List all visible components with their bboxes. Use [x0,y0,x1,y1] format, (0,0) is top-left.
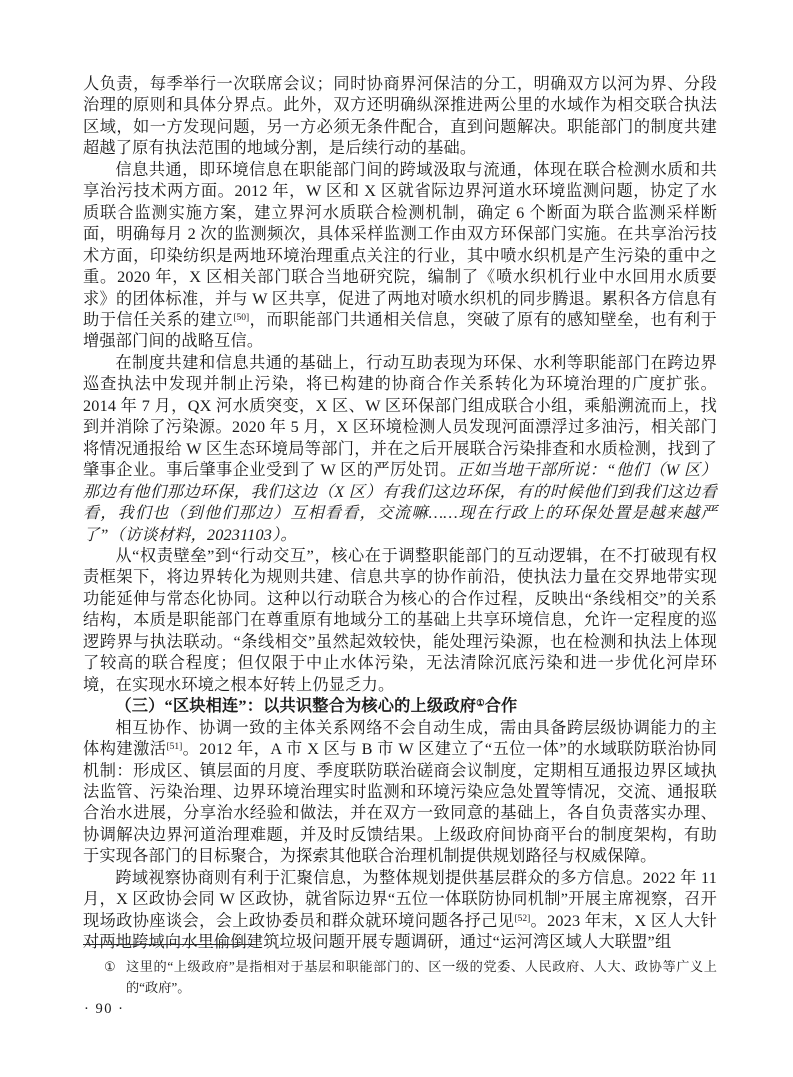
section-heading [83,696,717,717]
footnote-row [83,956,717,998]
paragraph-text: 相互协作、协调一致的主体关系网络不会自动生成，需由具备跨层级协调能力的主体构建激活 [83,718,717,759]
interview-quote: 正如当地干部所说：“他们（W 区）那边有他们那边环保，我们这边（X 区）有我们这边环保，有的时候他们到我们这边看看，我们也（到他们那边）互相看看，交流嘛……现在行政上的环保处置是越来越严了”（访谈材料，20231103）。 [83,461,717,544]
citation-ref-50: [50] [233,312,250,323]
paragraph-text: 。2012 年，A 市 X 区与 B 市 W 区建立了“五位一体”的水域联防联治协同机制：形成区、镇层面的月度、季度联防联治磋商会议制度，定期相互通报边界区域执法监管、污染治理、边界环境治理实时监测和环境污染应急处置等情况，交流、通报联合治水进展，分享治水经验和做法，并在双方一致同意的基础上，各自负责落实办理、协调解决边界河道治理难题，并及时反馈结果。上级政府间协商平台的制度架构，有助于实现各部门的目标聚合，为探索其他联合治理机制提供规划路径与权威保障。 [83,740,717,866]
citation-ref-51: [51] [166,742,183,753]
article-body [83,74,717,954]
paragraph-inspection [83,868,717,954]
paragraph-text: 在制度共建和信息共通的基础上，行动互助表现为环保、水利等职能部门在跨边界巡查执法中发现并制止污染，将已构建的协商合作关系转化为环境治理的广度扩张。2014 年 7 月，QX 河水质突变，X 区、W 区环保部门组成联合小组，乘船溯流而上，找到并消除了污染源。2020 年 5 月，X 区环境检测人员发现河面漂浮过多油污，相关部门将情况通报给 W 区生态环境局等部门，并在之后开展联合污染排查和水质检测，找到了肇事企业。事后肇事企业受到了 W 区的严厉处罚。 [83,353,717,480]
footnote-divider [83,944,255,945]
paragraph-text: ，而职能部门共通相关信息，突破了原有的感知壁垒，也有利于增强部门间的战略互信。 [83,310,717,351]
paragraph-text: 。2023 年末，X 区人大针对两地跨域向水里偷倒建筑垃圾问题开展专题调研，通过“运河湾区域人大联盟”组 [83,911,717,952]
paragraph-text: 跨域视察协商则有利于汇聚信息，为整体规划提供基层群众的多方信息。2022 年 11 月，X 区政协会同 W 区政协，就省际边界“五位一体联防协同机制”开展主席视察，召开现场政协座谈会，会上政协委员和群众就环境问题各抒己见 [83,868,717,930]
footnote [83,944,717,998]
paragraph-information-sharing [83,160,717,353]
paragraph-summary: 从“权责壁垒”到“行动交互”，核心在于调整职能部门的互动逻辑，在不打破现有权责框架下，将边界转化为规则共建、信息共享的协作前沿，使执法力量在交界地带实现功能延伸与常态化协同。这种以行动联合为核心的合作过程，反映出“条线相交”的关系结构，本质是职能部门在尊重原有地域分工的基础上共享环境信息，允许一定程度的巡逻跨界与执法联动。“条线相交”虽然起效较快，能处理污染源，也在检测和执法上体现了较高的联合程度；但仅限于中止水体污染，无法清除沉底污染和进一步优化河岸环境，在实现水环境之根本好转上仍显乏力。 [83,546,717,694]
footnote-marker-ref: ① [476,699,485,710]
paragraph-continuation: 人负责，每季举行一次联席会议；同时协商界河保洁的分工，明确双方以河为界、分段治理的原则和具体分界点。此外，双方还明确纵深推进两公里的水域作为相交联合执法区域，如一方发现问题，另一方必须无条件配合，直到问题解决。职能部门的制度共建超越了原有执法范围的地域分割，是后续行动的基础。 [83,75,717,158]
paragraph-joint-action [83,353,717,546]
section-heading-text: （三）“区块相连”：以共识整合为核心的上级政府 [115,697,477,716]
section-heading-text: 合作 [484,697,518,716]
paragraph-coordination [83,718,717,868]
footnote-marker: ① [104,959,116,974]
footnote-text: 这里的“上级政府”是指相对于基层和职能部门的、区一级的党委、人民政府、人大、政协等广义上的“政府”。 [126,959,717,995]
page-number: · 90 · [84,1001,125,1017]
paragraph-text: 信息共通，即环境信息在职能部门间的跨域汲取与流通，体现在联合检测水质和共享治污技术两方面。2012 年，W 区和 X 区就省际边界河道水环境监测问题，协定了水质联合监测实施方案，建立界河水质联合检测机制，确定 6 个断面为联合监测采样断面，明确每月 2 次的监测频次，具体采样监测工作由双方环保部门实施。在共享治污技术方面，印染纺织是两地环境治理重点关注的行业，其中喷水织机是产生污染的重中之重。2020 年，X 区相关部门联合当地研究院，编制了《喷水织机行业中水回用水质要求》的团体标准，并与 W 区共享，促进了两地对喷水织机的同步腾退。累积各方信息有助于信任关系的建立 [83,160,717,329]
citation-ref-52: [52] [514,913,531,924]
